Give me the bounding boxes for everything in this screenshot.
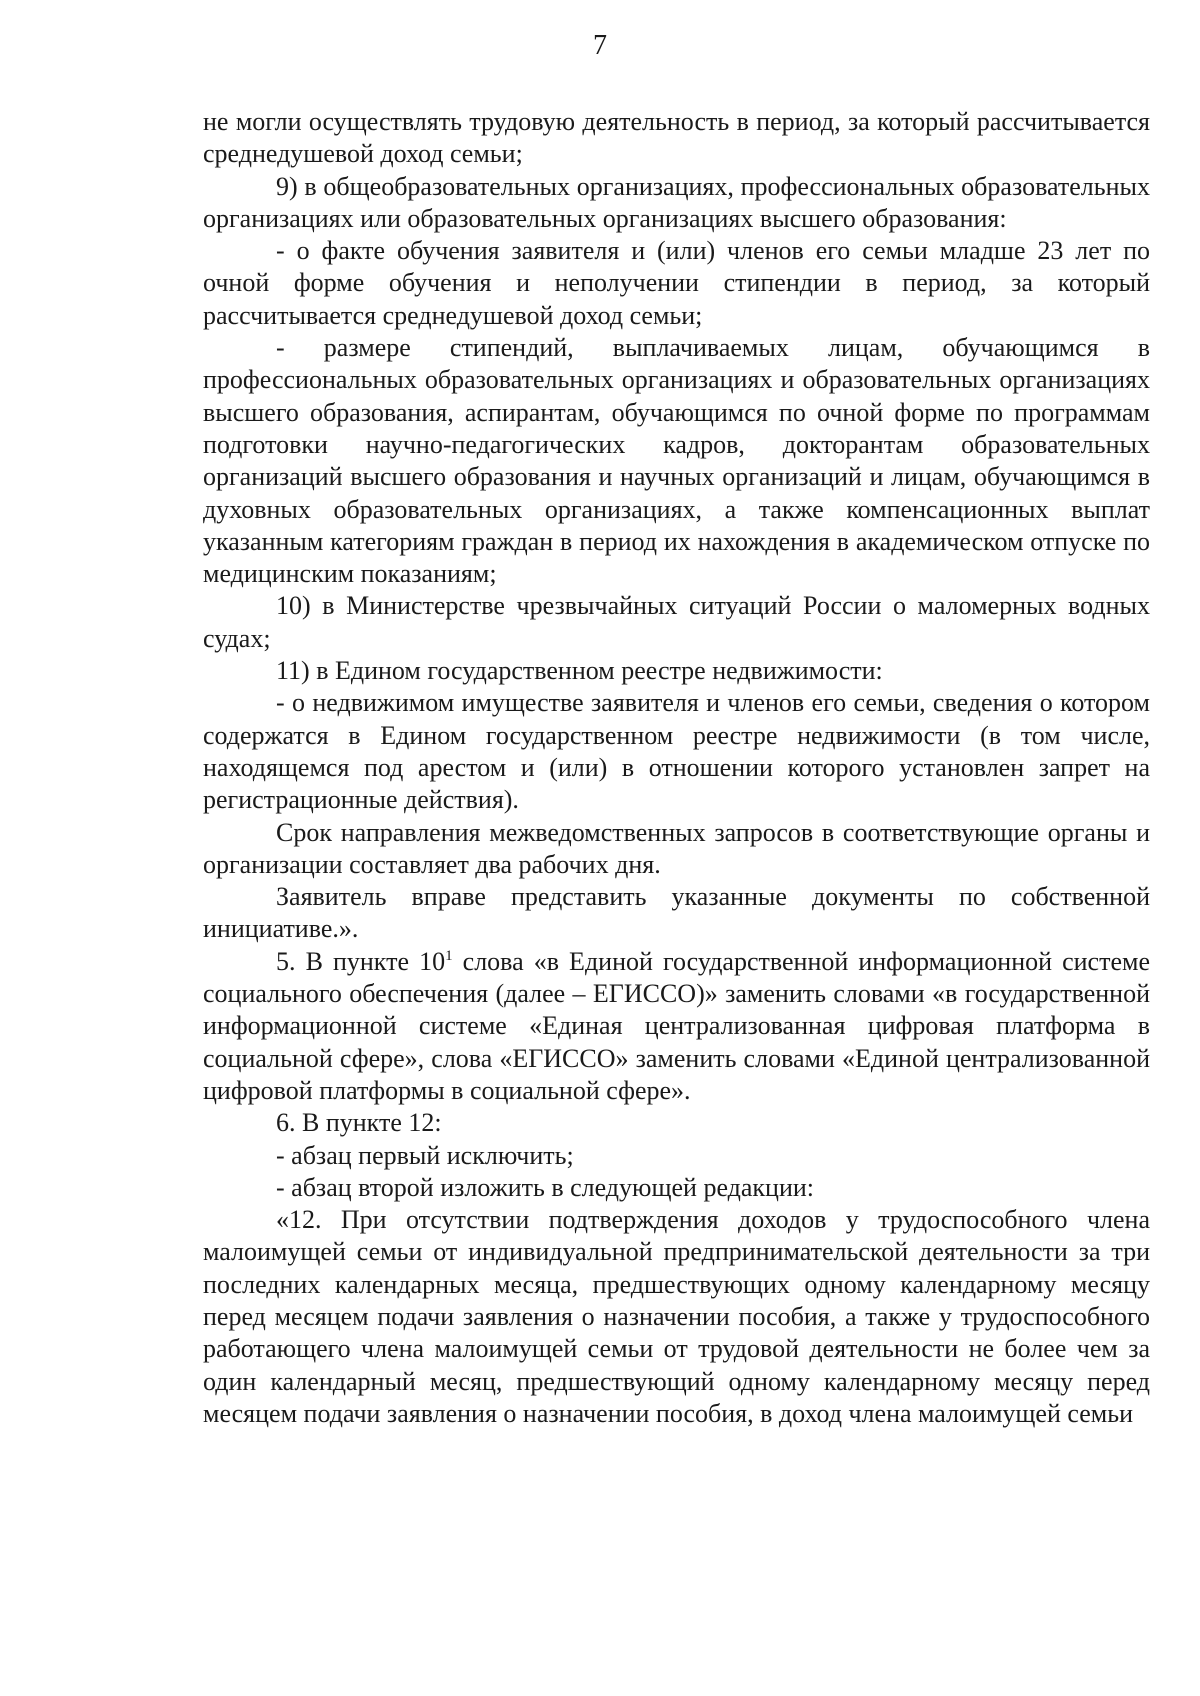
paragraph-continuation: не могли осуществлять трудовую деятельность в период, за который рассчитывается среднедушевой доход семьи;: [203, 107, 1150, 169]
paragraph-real-estate: - о недвижимом имуществе заявителя и членов его семьи, сведения о котором содержатся в Едином государственном реестре недвижимости (в том числе, находящемся под арестом и (или) в отношении которого установлен запрет на регистрационные действия).: [203, 688, 1150, 815]
paragraph-stipend-size: - размере стипендий, выплачиваемых лицам, обучающимся в профессиональных образовательных организациях и образовательных организациях высшего образования, аспирантам, обучающимся по очной форме по программам подготовки научно-педагогических кадров, докторантам образовательных организаций высшего образования и научных организаций и лицам, обучающимся в духовных образовательных организациях, а также компенсационных выплат указанным категориям граждан в период их нахождения в академическом отпуске по медицинским показаниям;: [203, 333, 1150, 589]
item5-text-before: 5. В пункте 10: [276, 946, 446, 976]
paragraph-applicant-right: Заявитель вправе представить указанные документы по собственной инициативе.».: [203, 882, 1150, 944]
paragraph-request-deadline: Срок направления межведомственных запросов в соответствующие органы и организации составляет два рабочих дня.: [203, 817, 1150, 879]
paragraph-abzac-1: - абзац первый исключить;: [276, 1140, 574, 1170]
paragraph-item-6: 6. В пункте 12:: [276, 1108, 442, 1138]
document-body: [203, 106, 1150, 1430]
page-number: 7: [593, 30, 607, 61]
paragraph-item-5: [203, 946, 1150, 1107]
paragraph-item-10: 10) в Министерстве чрезвычайных ситуаций России о маломерных водных судах;: [203, 591, 1150, 653]
paragraph-abzac-2: - абзац второй изложить в следующей редакции:: [276, 1172, 815, 1202]
paragraph-study-fact: - о факте обучения заявителя и (или) членов его семьи младше 23 лет по очной форме обучения и неполучении стипендии в период, за который рассчитывается среднедушевой доход семьи;: [203, 236, 1150, 330]
item5-superscript: 1: [445, 947, 453, 964]
item5-text-after: слова «в Единой государственной информационной системе социального обеспечения (далее – ЕГИССО)» заменить словами «в государственной информационной системе «Единая централизованная цифровая платформа в социальной сфере», слова «ЕГИССО» заменить словами «Единой централизованной цифровой платформы в социальной сфере».: [203, 946, 1150, 1105]
paragraph-item-11: 11) в Едином государственном реестре недвижимости:: [276, 656, 883, 686]
paragraph-item-9: 9) в общеобразовательных организациях, профессиональных образовательных организациях или образовательных организациях высшего образования:: [203, 171, 1150, 233]
paragraph-item-12-quote: «12. При отсутствии подтверждения доходов у трудоспособного члена малоимущей семьи от индивидуальной предпринимательской деятельности за три последних календарных месяца, предшествующих одному календарному месяцу перед месяцем подачи заявления о назначении пособия, а также у трудоспособного работающего члена малоимущей семьи от трудовой деятельности не более чем за один календарный месяц, предшествующий одному календарному месяцу перед месяцем подачи заявления о назначении пособия, в доход члена малоимущей семьи: [203, 1205, 1150, 1428]
